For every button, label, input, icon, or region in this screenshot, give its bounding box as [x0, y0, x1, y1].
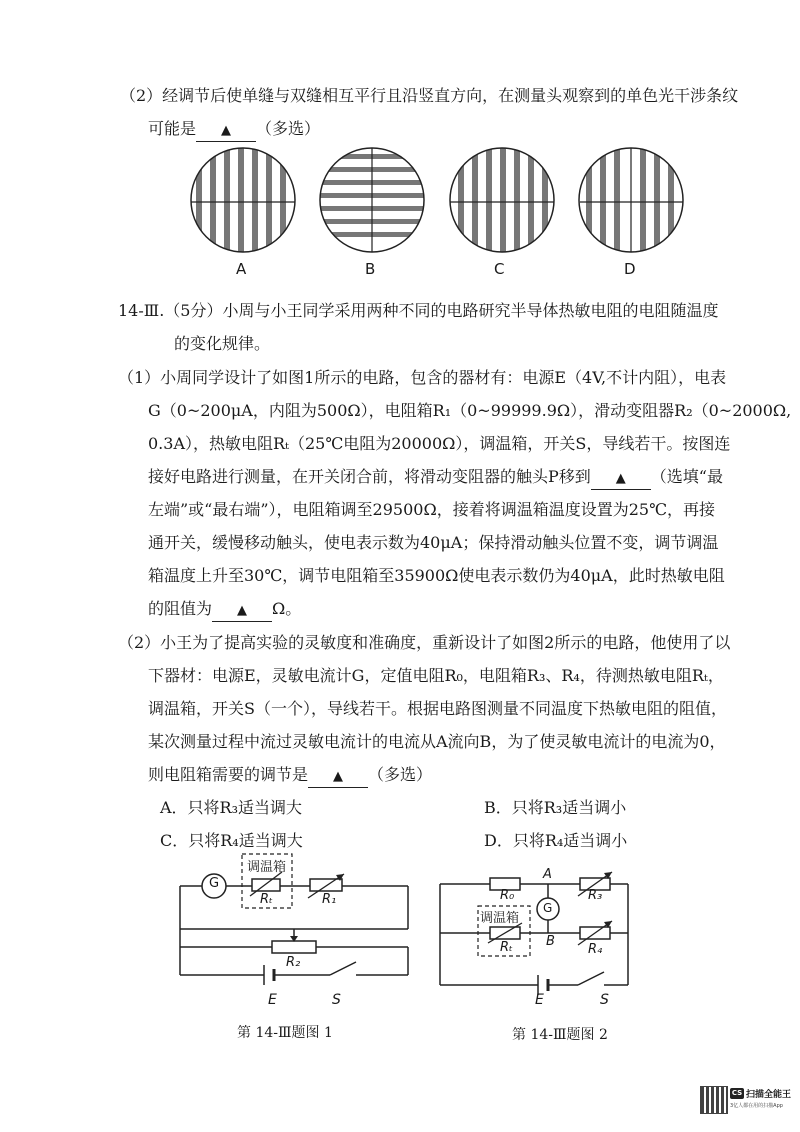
q14-p1-line2: G（0~200μA，内阻为500Ω），电阻箱R₁（0~99999.9Ω），滑动变阻器R₂（0~2000Ω, [148, 401, 792, 420]
fig2-box-label: 调温箱 [480, 911, 520, 926]
option-c[interactable]: C．只将R₄适当调大 [160, 831, 303, 850]
q14-p1-line5: 左端”或“最右端”），电阻箱调至29500Ω，接着将调温箱温度设置为25℃，再接 [148, 500, 715, 519]
stamp-subtitle: 3亿人都在用的扫描App [730, 1103, 783, 1109]
q14-p2-line5: 则电阻箱需要的调节是 ▲ （多选） [148, 765, 432, 788]
q14-heading-line2: 的变化规律。 [174, 334, 271, 353]
qr-code-icon [700, 1086, 728, 1114]
q14-p2-line2: 下器材：电源E，灵敏电流计G，定值电阻R₀，电阻箱R₃、R₄，待测热敏电阻Rₜ， [148, 666, 724, 685]
q14-p2-line1: （2）小王为了提高实验的灵敏度和准确度，重新设计了如图2所示的电路，他使用了以 [118, 633, 731, 652]
q14-p2-line3: 调温箱，开关S（一个），导线若干。根据电路图测量不同温度下热敏电阻的阻值， [148, 699, 727, 718]
q14-p1-line6: 通开关，缓慢移动触头，使电表示数为40μA；保持滑动触头位置不变，调节调温 [148, 533, 719, 552]
fringe-figure [0, 140, 800, 300]
fringe-a [190, 148, 300, 258]
fig1-e-label: E [268, 992, 277, 1008]
fig2-s-label: S [600, 992, 609, 1008]
fringe-b [318, 146, 428, 254]
fig2-r0-label: R₀ [500, 888, 515, 903]
q2-line1: （2）经调节后使单缝与双缝相互平行且沿竖直方向，在测量头观察到的单色光干涉条纹 [120, 86, 739, 105]
scanner-watermark [700, 1086, 792, 1116]
stamp-title: 扫描全能王 [746, 1090, 792, 1100]
fringe-label-a: A [236, 260, 247, 278]
fig2-b-label: B [546, 934, 555, 949]
answer-blank[interactable]: ▲ [308, 767, 368, 788]
q14-p1-line4: 接好电路进行测量，在开关闭合前，将滑动变阻器的触头P移到 ▲ （选填“最 [148, 467, 723, 490]
fig2-a-label: A [543, 867, 552, 882]
fig1-rt-label: Rₜ [260, 892, 273, 907]
q14-p2-line4: 某次测量过程中流过灵敏电流计的电流从A流向B，为了使灵敏电流计的电流为0， [148, 732, 726, 751]
q2-line2: 可能是 ▲ （多选） [148, 119, 320, 142]
q14-p1-line1: （1）小周同学设计了如图1所示的电路，包含的器材有：电源E（4V,不计内阻），电表 [118, 368, 727, 387]
answer-blank[interactable]: ▲ [591, 469, 651, 490]
fig1-g-label: G [209, 876, 220, 891]
option-d[interactable]: D．只将R₄适当调小 [484, 831, 628, 850]
fig1-r2-label: R₂ [286, 955, 301, 970]
fig2-caption: 第 14-Ⅲ题图 2 [512, 1027, 608, 1043]
fig1-caption: 第 14-Ⅲ题图 1 [237, 1025, 333, 1041]
fig2-r3-label: R₃ [588, 888, 603, 903]
fig2-rt-label: Rₜ [500, 940, 513, 955]
fig2-e-label: E [535, 992, 544, 1008]
fig1-box-label: 调温箱 [247, 860, 287, 875]
fringe-label-d: D [624, 260, 636, 278]
fig1-r1-label: R₁ [322, 892, 337, 907]
q14-p1-line3: 0.3A），热敏电阻Rₜ（25℃电阻为20000Ω），调温箱，开关S，导线若干。按图连 [148, 434, 731, 453]
answer-blank[interactable]: ▲ [196, 121, 256, 142]
q14-p1-line7: 箱温度上升至30℃，调节电阻箱至35900Ω使电表示数仍为40μA，此时热敏电阻 [148, 566, 725, 585]
fig1-s-label: S [332, 992, 341, 1008]
circuit-figure-1 [160, 850, 420, 1020]
q14-heading-line1: 14-Ⅲ.（5分）小周与小王同学采用两种不同的电路研究半导体热敏电阻的电阻随温度 [118, 301, 719, 320]
q14-p1-line8: 的阻值为 ▲ Ω。 [148, 599, 301, 622]
option-b[interactable]: B．只将R₃适当调小 [484, 798, 627, 817]
fringe-label-b: B [365, 260, 376, 278]
fringe-label-c: C [494, 260, 505, 278]
answer-blank[interactable]: ▲ [212, 601, 272, 622]
fig2-r4-label: R₄ [588, 942, 603, 957]
fig2-g-label: G [543, 901, 553, 915]
option-a[interactable]: A．只将R₃适当调大 [160, 798, 303, 817]
cs-badge: CS [731, 1089, 743, 1097]
